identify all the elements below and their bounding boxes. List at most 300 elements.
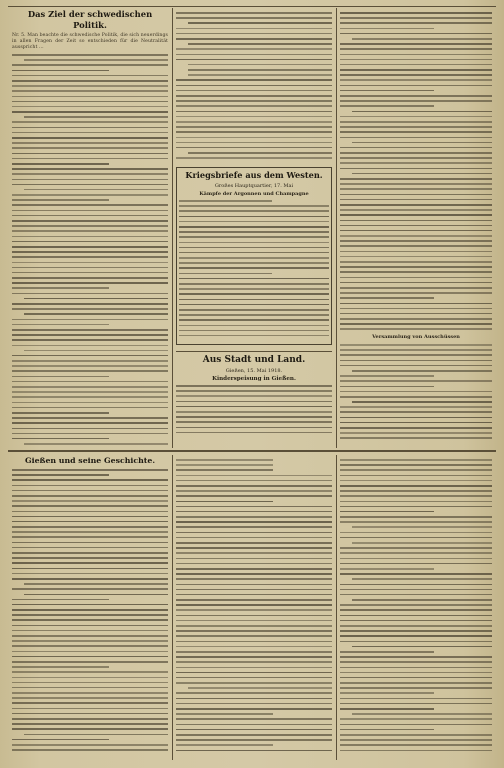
text-line [340, 558, 492, 560]
text-line [12, 64, 168, 66]
text-line [340, 677, 492, 679]
text-line [176, 667, 332, 669]
text-line [12, 433, 168, 435]
text-line [340, 511, 434, 513]
text-line [352, 111, 492, 113]
text-line [340, 490, 492, 492]
text-line [340, 354, 492, 356]
text-line [188, 43, 332, 45]
text-line [12, 702, 168, 704]
text-line [176, 33, 332, 35]
text-line [176, 547, 332, 549]
text-line [340, 48, 492, 50]
text-line [179, 252, 329, 254]
text-line [176, 480, 332, 482]
text-line [176, 568, 332, 570]
text-line [12, 345, 168, 347]
text-line [340, 277, 492, 279]
text-line [340, 168, 492, 170]
text-line [340, 651, 434, 653]
box-body-text [179, 200, 329, 336]
text-line [340, 17, 492, 19]
text-line [340, 287, 492, 289]
text-line [176, 137, 332, 139]
text-line [340, 609, 492, 611]
text-line [340, 475, 492, 477]
text-line [340, 43, 492, 45]
text-line [340, 318, 492, 320]
text-line [176, 12, 332, 14]
text-line [176, 511, 332, 513]
text-line [176, 385, 332, 387]
text-line [176, 635, 332, 637]
text-line [12, 744, 168, 746]
text-line [12, 199, 109, 201]
text-line [340, 147, 492, 149]
text-line [176, 563, 332, 565]
text-line [12, 96, 168, 98]
text-line [176, 59, 332, 61]
text-line [12, 137, 168, 139]
text-line [24, 583, 168, 585]
text-line [340, 506, 492, 508]
text-line [179, 216, 329, 218]
text-line [24, 298, 168, 300]
text-line [340, 54, 492, 56]
text-line [12, 132, 168, 134]
text-line [12, 173, 168, 175]
text-line [176, 573, 332, 575]
text-line [176, 390, 332, 392]
text-line [340, 292, 492, 294]
text-line [340, 313, 492, 315]
text-line [176, 558, 332, 560]
text-line [340, 152, 492, 154]
text-line [340, 552, 492, 554]
text-line [340, 126, 492, 128]
text-line [176, 594, 332, 596]
text-line [12, 542, 168, 544]
text-line [12, 179, 168, 181]
text-line [176, 703, 332, 705]
text-line [340, 386, 434, 388]
text-line [12, 661, 168, 663]
text-line [340, 501, 492, 503]
text-line [340, 245, 492, 247]
text-line [179, 226, 329, 228]
text-line [12, 718, 168, 720]
bottom-divider-2 [336, 455, 337, 760]
text-line [24, 59, 168, 61]
text-line [179, 210, 329, 212]
text-line [340, 427, 492, 429]
text-line [176, 744, 273, 746]
text-line [188, 22, 332, 24]
text-line [12, 536, 168, 538]
text-line [340, 121, 492, 123]
text-line [12, 749, 168, 751]
article-column-left [12, 9, 168, 447]
text-line [340, 604, 492, 606]
text-line [176, 578, 332, 580]
text-line [340, 635, 492, 637]
text-line [340, 744, 492, 746]
text-line [12, 54, 168, 56]
text-line [352, 38, 492, 40]
text-line [24, 116, 168, 118]
text-line [12, 500, 168, 502]
text-line [12, 282, 168, 284]
text-line [340, 100, 492, 102]
text-line [340, 188, 492, 190]
text-line [188, 152, 332, 154]
text-line [340, 630, 492, 632]
text-line [340, 162, 492, 164]
text-line [176, 54, 332, 56]
text-line [12, 588, 168, 590]
text-line [12, 728, 168, 730]
text-line [12, 262, 168, 264]
text-line [176, 506, 332, 508]
text-line [12, 511, 168, 513]
text-line [12, 272, 168, 274]
text-line [179, 262, 329, 264]
text-line [340, 194, 492, 196]
text-line [340, 183, 492, 185]
text-line [24, 594, 168, 596]
text-line [12, 708, 168, 710]
text-line [12, 407, 168, 409]
text-line [340, 563, 492, 565]
text-line [340, 437, 492, 439]
text-line [340, 116, 492, 118]
text-line [340, 537, 492, 539]
text-line [12, 739, 109, 741]
text-line [176, 625, 332, 627]
text-line [176, 661, 332, 663]
text-line [12, 713, 168, 715]
text-line [340, 95, 492, 97]
text-line [176, 698, 332, 700]
text-line [176, 708, 332, 710]
text-line [340, 734, 492, 736]
text-line [12, 267, 168, 269]
notice-heading: Versammlung von Ausschüssen [372, 334, 460, 341]
text-line [176, 147, 332, 149]
text-line [12, 163, 109, 165]
text-line [340, 105, 434, 107]
text-line [176, 646, 332, 648]
text-line [12, 412, 109, 414]
text-line [340, 573, 492, 575]
text-line [12, 531, 168, 533]
text-line [176, 17, 332, 19]
text-line [340, 459, 492, 461]
text-line [12, 692, 168, 694]
text-line [176, 395, 332, 397]
text-line [340, 625, 492, 627]
text-line [176, 105, 332, 107]
text-line [340, 22, 492, 24]
text-line [179, 304, 329, 306]
text-line [352, 646, 492, 648]
text-line [12, 687, 168, 689]
text-line [176, 677, 332, 679]
text-line [12, 417, 168, 419]
text-line [340, 656, 492, 658]
text-line [179, 299, 329, 301]
section-divider [8, 450, 496, 452]
text-line [12, 697, 168, 699]
article-column-right [340, 9, 492, 447]
text-line [176, 142, 332, 144]
text-line [12, 526, 168, 528]
text-line [340, 708, 434, 710]
top-border [8, 6, 496, 7]
text-line [340, 521, 492, 523]
text-line [24, 443, 168, 445]
text-line [176, 469, 273, 471]
text-line [340, 589, 492, 591]
text-line [12, 469, 168, 471]
text-line [176, 79, 332, 81]
text-line [340, 349, 492, 351]
text-line [176, 85, 332, 87]
text-line [340, 12, 492, 14]
text-line [12, 381, 168, 383]
bottom-body-text-right [340, 459, 492, 751]
text-line [12, 428, 168, 430]
text-line [176, 599, 332, 601]
text-line [12, 334, 168, 336]
text-line [12, 256, 168, 258]
text-line [176, 421, 332, 423]
text-line [340, 682, 492, 684]
text-line [12, 184, 168, 186]
text-line [179, 278, 329, 280]
text-line [340, 495, 492, 497]
text-line [12, 142, 168, 144]
text-line [340, 282, 492, 284]
text-line [352, 526, 492, 528]
text-line [340, 199, 492, 201]
text-line [352, 142, 492, 144]
text-line [12, 101, 168, 103]
text-line [12, 111, 168, 113]
text-line [340, 724, 492, 726]
text-line [340, 266, 492, 268]
text-line [12, 230, 168, 232]
text-line [179, 236, 329, 238]
text-line [176, 739, 332, 741]
text-line [12, 158, 168, 160]
text-line [176, 537, 332, 539]
text-line [176, 464, 273, 466]
text-line [340, 297, 434, 299]
text-line [340, 667, 492, 669]
text-line [12, 485, 168, 487]
text-line [340, 391, 492, 393]
text-line [179, 319, 329, 321]
text-line [340, 532, 492, 534]
text-line [179, 335, 329, 337]
text-line [12, 640, 168, 642]
text-line [12, 168, 168, 170]
text-line [24, 189, 168, 191]
text-line [340, 661, 492, 663]
text-line [176, 475, 332, 477]
text-line [340, 323, 492, 325]
text-line [179, 242, 329, 244]
text-line [176, 459, 273, 461]
text-line [12, 547, 168, 549]
text-line [12, 495, 168, 497]
text-line [340, 568, 434, 570]
section-rule [176, 351, 332, 352]
text-line [340, 469, 492, 471]
text-line [12, 319, 168, 321]
text-line [176, 501, 273, 503]
text-line [188, 64, 332, 66]
text-line [12, 635, 168, 637]
text-line [12, 153, 168, 155]
text-line [12, 339, 168, 341]
text-line [340, 59, 492, 61]
text-line [12, 241, 168, 243]
text-line [340, 204, 492, 206]
text-line [179, 267, 329, 269]
text-line [12, 614, 168, 616]
section-subtitle: Kinderspeisung in Gießen. [212, 376, 296, 382]
text-line [12, 85, 168, 87]
text-line [12, 329, 168, 331]
text-line [12, 215, 168, 217]
text-line [179, 273, 272, 275]
text-line [340, 360, 492, 362]
text-line [340, 411, 492, 413]
text-line [176, 116, 332, 118]
text-line [12, 609, 168, 611]
bottom-article-left [12, 456, 168, 760]
text-line [340, 641, 492, 643]
text-line [340, 703, 492, 705]
text-line [340, 261, 492, 263]
text-line [176, 630, 332, 632]
bottom-body-text-left [12, 469, 168, 751]
text-line [12, 360, 168, 362]
text-line [179, 330, 329, 332]
text-line [340, 365, 492, 367]
text-line [12, 619, 168, 621]
section-body-text [176, 385, 332, 433]
text-line [179, 257, 329, 259]
text-line [12, 568, 168, 570]
text-line [176, 432, 332, 434]
text-line [12, 490, 168, 492]
text-line [176, 589, 332, 591]
text-line [352, 713, 492, 715]
text-line [340, 687, 492, 689]
text-line [176, 521, 332, 523]
box-title: Kriegsbriefe aus dem Westen. [185, 170, 323, 180]
text-line [340, 256, 492, 258]
text-line [176, 651, 332, 653]
text-line [12, 677, 168, 679]
text-line [12, 438, 109, 440]
text-line [340, 406, 492, 408]
text-line [340, 271, 492, 273]
text-line [12, 671, 168, 673]
text-line [340, 480, 492, 482]
text-line [352, 173, 492, 175]
text-line [176, 641, 332, 643]
text-line [340, 729, 434, 731]
text-line [340, 380, 492, 382]
text-line [340, 225, 492, 227]
text-line [176, 750, 332, 752]
text-line [24, 734, 168, 736]
text-line [179, 205, 329, 207]
text-line [24, 350, 168, 352]
text-line [340, 422, 492, 424]
text-line [12, 90, 168, 92]
section-title: Aus Stadt und Land. [202, 355, 306, 365]
text-line [340, 698, 492, 700]
text-line [12, 573, 168, 575]
text-line [340, 750, 492, 752]
text-line [340, 432, 492, 434]
text-line [179, 283, 329, 285]
text-line [12, 645, 168, 647]
text-line [176, 552, 332, 554]
bottom-article-right [340, 456, 492, 760]
text-line [340, 74, 492, 76]
text-line [340, 672, 492, 674]
text-line [12, 365, 168, 367]
text-line [188, 69, 332, 71]
text-line [340, 33, 492, 35]
text-line [340, 220, 492, 222]
text-line [12, 287, 109, 289]
text-line [12, 604, 168, 606]
text-line [340, 137, 492, 139]
text-line [176, 516, 332, 518]
text-line [188, 687, 332, 689]
text-line [176, 401, 332, 403]
text-line [176, 411, 332, 413]
text-line [340, 516, 492, 518]
text-line [176, 620, 332, 622]
text-line [12, 80, 168, 82]
text-line [340, 157, 492, 159]
text-line [340, 417, 492, 419]
text-line [188, 74, 332, 76]
text-line [176, 485, 332, 487]
text-line [12, 293, 168, 295]
text-line [12, 386, 168, 388]
text-line [340, 230, 492, 232]
text-line [340, 85, 492, 87]
text-line [340, 64, 492, 66]
text-line [340, 209, 492, 211]
text-line [176, 90, 332, 92]
text-line [12, 682, 168, 684]
text-line [12, 236, 168, 238]
article-title: Das Ziel der schwedischen Politik. [27, 9, 153, 30]
text-line [340, 464, 492, 466]
text-line [12, 370, 168, 372]
bottom-body-text-middle [176, 459, 332, 751]
